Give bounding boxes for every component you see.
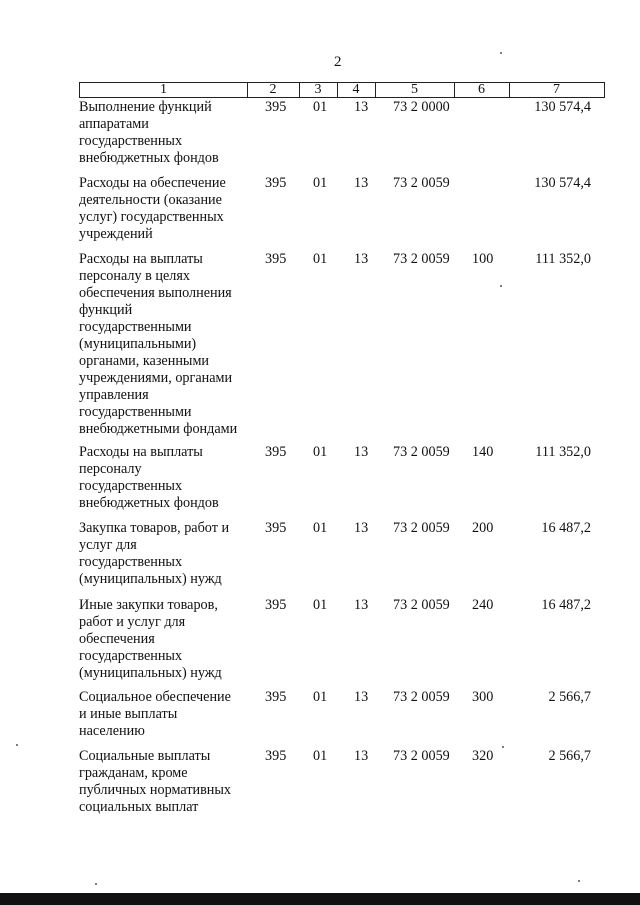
cell-section: 01 xyxy=(313,251,328,267)
cell-target: 73 2 0059 xyxy=(393,748,450,764)
cell-admin: 395 xyxy=(265,175,287,191)
scan-speck xyxy=(16,744,18,746)
header-col-4: 4 xyxy=(352,82,360,97)
cell-target: 73 2 0059 xyxy=(393,444,450,460)
cell-amount: 16 487,2 xyxy=(541,520,591,536)
cell-target: 73 2 0059 xyxy=(393,520,450,536)
header-col-7: 7 xyxy=(553,82,560,97)
header-col-1: 1 xyxy=(160,82,167,97)
cell-subsection: 13 xyxy=(354,99,369,115)
cell-admin: 395 xyxy=(265,99,287,115)
cell-section: 01 xyxy=(313,520,328,536)
scan-edge-bar xyxy=(0,893,640,905)
header-col-2: 2 xyxy=(269,82,277,97)
cell-type: 300 xyxy=(472,689,494,705)
cell-section: 01 xyxy=(313,689,328,705)
cell-amount: 2 566,7 xyxy=(548,748,591,764)
header-col-6: 6 xyxy=(478,82,485,97)
cell-target: 73 2 0000 xyxy=(393,99,450,115)
scan-speck xyxy=(578,880,580,882)
cell-type: 140 xyxy=(472,444,494,460)
cell-target: 73 2 0059 xyxy=(393,689,450,705)
cell-admin: 395 xyxy=(265,689,287,705)
cell-type: 100 xyxy=(472,251,494,267)
cell-amount: 111 352,0 xyxy=(535,444,591,460)
cell-type: 200 xyxy=(472,520,494,536)
row-name: Выполнение функций аппаратами государственных внебюджетных фондов xyxy=(79,99,219,166)
cell-section: 01 xyxy=(313,748,328,764)
cell-subsection: 13 xyxy=(354,251,369,267)
cell-subsection: 13 xyxy=(354,597,369,613)
cell-admin: 395 xyxy=(265,597,287,613)
header-col-5: 5 xyxy=(411,82,418,97)
row-name: Социальное обеспечение и иные выплаты населению xyxy=(79,689,231,739)
cell-subsection: 13 xyxy=(354,175,369,191)
cell-amount: 130 574,4 xyxy=(534,175,591,191)
row-name: Иные закупки товаров, работ и услуг для обеспечения государственных (муниципальных) нужд xyxy=(79,597,222,681)
cell-section: 01 xyxy=(313,597,328,613)
cell-section: 01 xyxy=(313,99,328,115)
cell-type: 320 xyxy=(472,748,494,764)
cell-amount: 16 487,2 xyxy=(541,597,591,613)
row-name: Закупка товаров, работ и услуг для государственных (муниципальных) нужд xyxy=(79,520,230,587)
cell-target: 73 2 0059 xyxy=(393,175,450,191)
scan-speck xyxy=(500,285,502,287)
cell-section: 01 xyxy=(313,175,328,191)
row-name: Расходы на выплаты персоналу в целях обеспечения выполнения функций государственными (муниципальными) органами, казенными учреждениями, органами управления государственными внебюджетными фондами xyxy=(79,251,238,437)
header-col-3: 3 xyxy=(314,82,322,97)
cell-admin: 395 xyxy=(265,748,287,764)
cell-subsection: 13 xyxy=(354,689,369,705)
row-name: Расходы на выплаты персоналу государственных внебюджетных фондов xyxy=(79,444,219,511)
scan-speck xyxy=(500,52,502,54)
cell-amount: 2 566,7 xyxy=(548,689,591,705)
page-number: 2 xyxy=(334,54,342,70)
cell-amount: 130 574,4 xyxy=(534,99,591,115)
cell-subsection: 13 xyxy=(354,444,369,460)
cell-admin: 395 xyxy=(265,520,287,536)
cell-admin: 395 xyxy=(265,444,287,460)
scan-speck xyxy=(502,746,504,748)
cell-target: 73 2 0059 xyxy=(393,251,450,267)
cell-admin: 395 xyxy=(265,251,287,267)
cell-amount: 111 352,0 xyxy=(535,251,591,267)
cell-target: 73 2 0059 xyxy=(393,597,450,613)
scan-speck xyxy=(95,883,97,885)
row-name: Расходы на обеспечение деятельности (оказание услуг) государственных учреждений xyxy=(79,175,226,242)
cell-subsection: 13 xyxy=(354,748,369,764)
table-header xyxy=(79,82,605,98)
row-name: Социальные выплаты гражданам, кроме публичных нормативных социальных выплат xyxy=(79,748,232,815)
cell-subsection: 13 xyxy=(354,520,369,536)
cell-type: 240 xyxy=(472,597,494,613)
cell-section: 01 xyxy=(313,444,328,460)
